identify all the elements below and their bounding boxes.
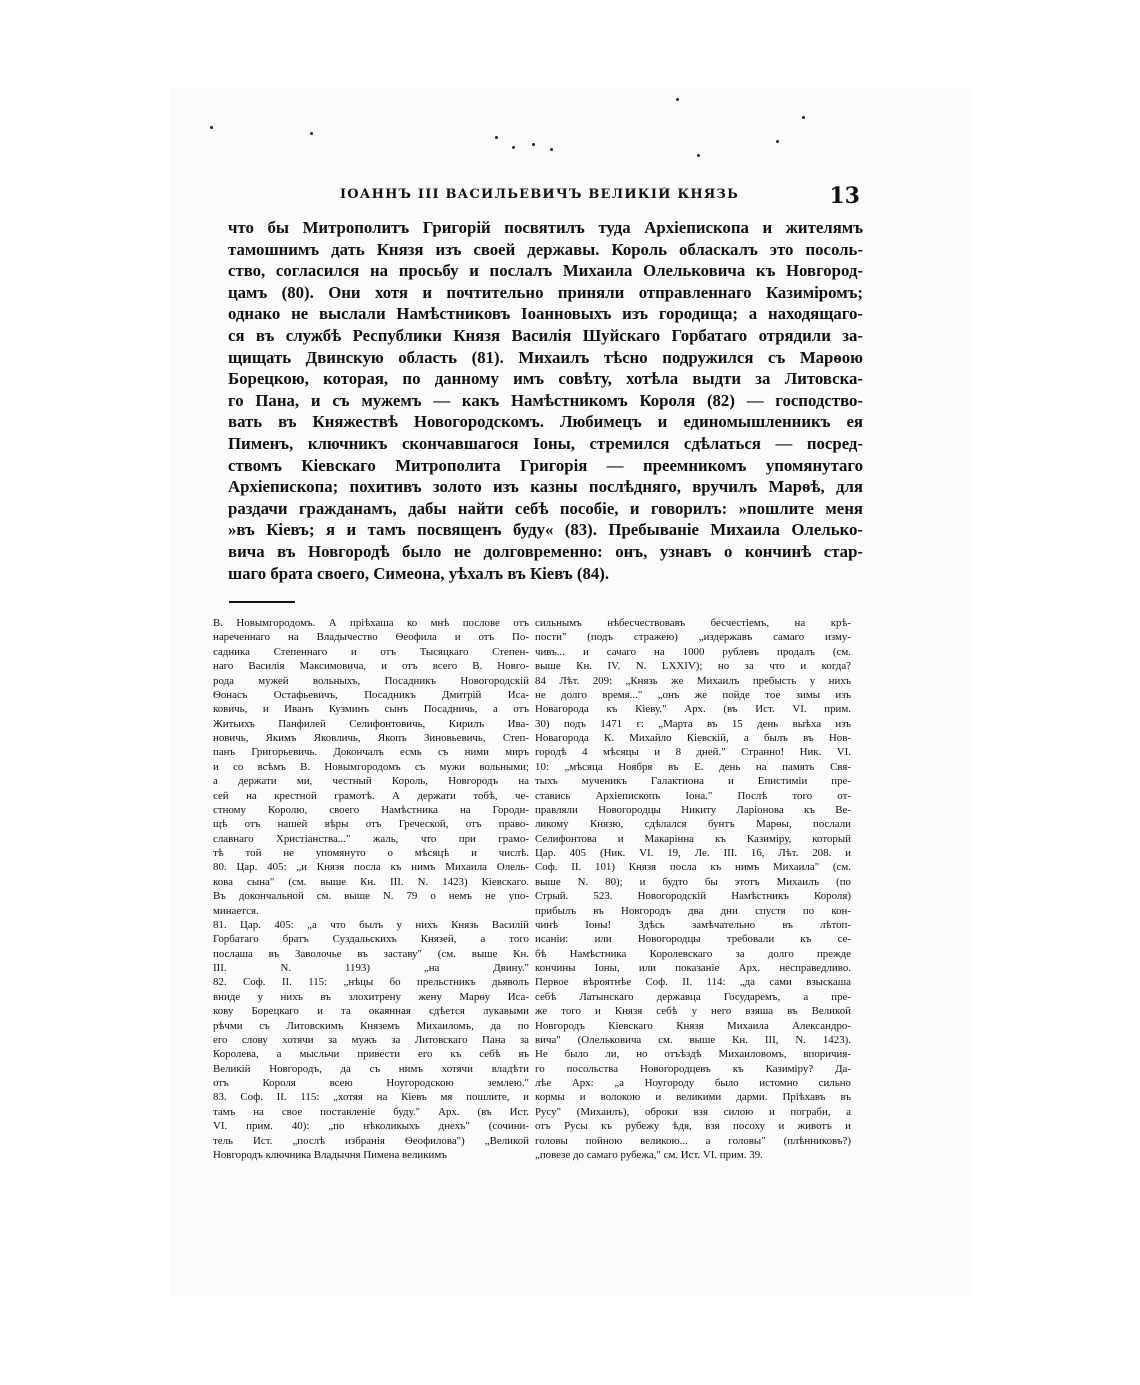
footnote-line: а держати ми, честный Король, Новгородъ на xyxy=(213,775,529,788)
footnote-line: 81. Цар. 405: „а что былъ у нихъ Князь Василій xyxy=(213,918,529,931)
footnote-line: Королева, а мысльчи привести его къ себѣ въ xyxy=(213,1048,529,1061)
footnote-line: 82. Соф. II. 115: „нѣцы бо прельстникъ дьяволъ xyxy=(213,976,529,989)
footnote-line: ликому Князю, сдѣлался бунтъ Марѳы, послали xyxy=(535,818,851,831)
main-text-line: что бы Митрополитъ Григорій посвятилъ туда Архіепископа и жителямъ xyxy=(228,218,863,237)
page-number: 13 xyxy=(829,183,860,209)
footnotes-right-column xyxy=(535,616,851,1162)
main-text-line: цамъ (80). Они хотя и почтительно приняли отправленнаго Казиміромъ; xyxy=(228,282,863,302)
footnote-line: пости" (подъ стражею) „издержавъ самаго изму- xyxy=(535,631,851,644)
footnote-line: 80. Цар. 405: „и Князя посла къ нимъ Михаила Олель- xyxy=(213,861,529,874)
footnote-line: кова сына" (см. выше Кн. III. N. 1423) Кіевскаго. xyxy=(213,875,529,888)
main-text-line: однако не выслали Намѣстниковъ Іоанновыхъ изъ городища; а находящаго- xyxy=(228,304,863,324)
footnote-line: рѣчми съ Литовскимъ Княземъ Михаиломъ, да по xyxy=(213,1019,529,1032)
footnote-line: лѣе Арх: „а Ноугороду было истомно сильно xyxy=(535,1077,851,1089)
footnote-line: III. N. 1193) „на Двину." xyxy=(213,962,529,974)
footnote-line: выше N. 80); и будто бы этотъ Михаилъ (по xyxy=(535,875,851,888)
footnote-line: „повезе до самаго рубежа," см. Ист. VI. прим. 39. xyxy=(535,1148,763,1161)
footnote-line: 84 Лѣт. 209: „Князь же Михаилъ пребысть у нихъ xyxy=(535,674,851,687)
footnote-line: Великій Новгородъ, да съ нимъ хотячи владѣти xyxy=(213,1062,529,1075)
footnote-line: VI. прим. 40): „по нѣколикыхъ днехъ" (сочини- xyxy=(213,1120,529,1133)
footnote-line: вниде у нихъ въ злохитрену жену Марѳу Иса- xyxy=(213,990,529,1003)
main-text-line: Архіепископа; похитивъ золото изъ казны послѣдняго, вручилъ Марѳѣ, для xyxy=(228,477,863,497)
footnote-line: Цар. 405 (Ник. VI. 19, Ле. III. 16, Лѣт. 208. и xyxy=(535,847,851,859)
footnote-line: тамъ на свое поставленіе буду." Арх. (въ Ист. xyxy=(213,1105,529,1118)
footnote-line: ковичь, и Иванъ Кузминъ сынъ Посадничь, а отъ xyxy=(213,703,529,716)
main-text-line: »въ Кіевъ; я и тамъ посвященъ буду« (83). Пребываніе Михаила Олелько- xyxy=(228,520,863,540)
main-text-line: ство, согласился на просьбу и послалъ Михаила Олельковича къ Новгород- xyxy=(228,261,863,281)
footnote-line: Новагорода К. Михайло Кіевскій, а былъ въ Нов- xyxy=(535,732,851,744)
footnote-line: чинѣ Іоны! Здѣсь замѣчательно въ лѣтоп- xyxy=(535,918,851,931)
footnote-line: тыхъ мученикъ Галактиона и Епистиміи пре- xyxy=(535,775,851,788)
footnote-line: выше Кн. IV. N. LXXIV); но за что и когда? xyxy=(535,660,851,673)
footnote-line: ставись Архіепископъ Іона." Послѣ того от- xyxy=(535,789,851,802)
footnote-line: прибылъ въ Новгородъ два дни спустя по кон- xyxy=(535,904,851,917)
footnote-line: отъ Короля всею Ноугородскою землею." xyxy=(213,1077,529,1089)
footnote-line: 30) подъ 1471 г: „Марта въ 15 день выѣха изъ xyxy=(535,717,851,730)
main-text-line: ся въ службѣ Республики Князя Василія Шуйскаго Горбатаго отрядили за- xyxy=(228,325,863,345)
main-text-line: раздачи гражданамъ, дабы найти себѣ пособіе, и говорилъ: »пошлите меня xyxy=(228,498,863,518)
footnote-line: Стрый. 523. Новогородскій Намѣстникъ Короля) xyxy=(535,890,851,903)
footnote-line: Русу" (Михаилъ), оброки взя силою и пограби, а xyxy=(535,1105,851,1118)
footnote-line: и со всѣмъ В. Новымгородомъ съ мужи вольными; xyxy=(213,760,529,773)
footnote-line: исаніи: или Новогородцы требовали къ се- xyxy=(535,933,851,946)
footnote-line: послаша въ Заволочье въ заставу" (см. выше Кн. xyxy=(213,947,529,960)
footnote-line: чивъ... и сачаго на 1000 рублевъ продалъ (см. xyxy=(535,645,851,658)
footnote-line: вича" (Олельковича см. выше Кн. III, N. 1423). xyxy=(535,1033,851,1046)
footnote-line: 83. Соф. II. 115: „хотяя на Кіевъ мя пошлите, и xyxy=(213,1091,529,1104)
footnote-line: отъ Русы къ рубежу ѣдя, взя посоху и животъ и xyxy=(535,1120,851,1133)
footnote-line: сей на крестной грамотѣ. А держати тобѣ, че- xyxy=(213,789,529,802)
footnote-line: Новгородъ ключника Владычня Пимена великимъ xyxy=(213,1148,447,1161)
footnote-line: Житьихъ Панфилей Селифонтовичь, Кирилъ Ива- xyxy=(213,717,529,730)
footnote-line: 10: „мѣсяца Ноября въ Е. день на память Свя- xyxy=(535,760,851,773)
footnote-line: тель Ист. „послѣ избранія Ѳеофилова") „Великой xyxy=(213,1134,529,1147)
main-text-line: го Пана, и съ мужемъ — какъ Намѣстникомъ Короля (82) — господство- xyxy=(228,390,863,410)
main-text-line: шаго брата своего, Симеона, уѣхалъ въ Кіевъ (84). xyxy=(228,563,610,583)
footnote-line: тѣ той не упомянуто о мѣсяцѣ и числѣ. xyxy=(213,847,529,859)
footnote-line: садника Степеннаго и отъ Тысяцкаго Степен- xyxy=(213,645,529,658)
footnote-line: минается. xyxy=(213,904,259,917)
page-header xyxy=(340,183,860,215)
main-text-block xyxy=(228,217,863,584)
footnotes-left-column xyxy=(213,616,529,1162)
footnote-line: Горбатаго братъ Суздальскихъ Князей, а того xyxy=(213,933,529,946)
footnote-line: щѣ отъ нашей вѣры отъ Греческой, отъ право- xyxy=(213,818,529,831)
footnote-line: кончины Іоны, или показаніе Арх. несправедливо. xyxy=(535,962,851,974)
footnote-line: Соф. II. 101) Князя посла къ нимъ Михаила" (см. xyxy=(535,861,851,874)
footnote-line: нареченнаго на Владычество Ѳеофила и отъ По- xyxy=(213,631,529,644)
footnote-line: сильнымъ нѣбесчествовавъ бесчестіемъ, на крѣ- xyxy=(535,617,851,629)
footnote-line: не долго время..." „онъ же пойде тое зимы изъ xyxy=(535,688,851,701)
main-text-line: Пименъ, ключникъ скончавшагося Іоны, стремился сдѣлаться — посред- xyxy=(228,433,863,453)
footnote-line: его слову хотячи за мужъ за Литовскаго Пана за xyxy=(213,1033,529,1046)
main-text-line: ствомъ Кіевскаго Митрополита Григорія — преемникомъ упомянутаго xyxy=(228,455,863,475)
main-text-line: тамошнимъ дать Князя изъ своей державы. Король обласкалъ это посоль- xyxy=(228,239,863,259)
footnote-line: головы пойною великою... а головы" (плѣнниковъ?) xyxy=(535,1134,851,1147)
footnote-line: Первое вѣроятнѣе Соф. II. 114: „да сами взыскаша xyxy=(535,976,851,989)
footnote-line: рода мужей вольныхъ, Посадникъ Новогородскій xyxy=(213,674,529,687)
running-head: ІОАННЪ III ВАСИЛЬЕВИЧЪ ВЕЛИКІЙ КНЯЗЬ xyxy=(340,187,739,202)
footnote-line: Въ докончальной см. выше N. 79 о немъ не упо- xyxy=(213,890,529,903)
footnote-line: Ѳонасъ Остафьевичъ, Посадникъ Дмитрій Иса- xyxy=(213,688,529,701)
footnote-line: го посольства Новогородцевъ къ Казиміру? Да- xyxy=(535,1062,851,1075)
footnote-line: новичь, Якимъ Яковличь, Якопъ Зиновьевичь, Степ- xyxy=(213,732,529,744)
footnote-line: Новгородъ Кіевскаго Князя Михаила Александро- xyxy=(535,1019,851,1032)
footnote-line: городѣ 4 мѣсяцы и 8 дней." Странно! Ник. VI. xyxy=(535,746,851,759)
main-text-line: Борецкою, которая, по данному имъ совѣту, хотѣла выдти за Литовска- xyxy=(228,369,863,389)
footnote-line: славнаго Христіанства..." жаль, что при грамо- xyxy=(213,832,529,845)
footnote-line: правляли Новогородцы Никиту Ларіонова къ Ве- xyxy=(535,803,851,816)
footnote-line: Не было ли, но отъѣздѣ Михаиловомъ, впоричия- xyxy=(535,1048,851,1061)
footnote-line: В. Новымгородомъ. А пріѣхаша ко мнѣ послове отъ xyxy=(213,617,529,629)
footnote-line: кову Борецкаго и та окаянная сдѣется лукавыми xyxy=(213,1005,529,1018)
footnote-line: Селифонтова и Макарінна къ Казиміру, который xyxy=(535,832,851,845)
footnote-line: Новагорода къ Кіеву." Арх. (въ Ист. VI. прим. xyxy=(535,703,851,716)
main-text-line: щищать Двинскую область (81). Михаилъ тѣсно подружился съ Марѳою xyxy=(228,347,863,367)
footnote-separator xyxy=(229,601,295,603)
footnote-line: стному Королю, своего Намѣстника на Городи- xyxy=(213,803,529,816)
footnote-line: наго Василія Максимовича, и отъ всего В. Новго- xyxy=(213,660,529,673)
footnote-line: бѣ Намѣстника Королевскаго за долго прежде xyxy=(535,947,851,960)
footnote-line: кормы и волокою и великими дарми. Пріѣхавъ въ xyxy=(535,1091,851,1104)
main-text-line: вать въ Княжествѣ Новогородскомъ. Любимецъ и единомышленникъ ея xyxy=(228,412,863,432)
footnote-line: же того и Князя себѣ у него взяша въ Великой xyxy=(535,1005,851,1018)
footnote-line: себѣ Латынскаго державца Государемъ, а пре- xyxy=(535,990,851,1003)
main-text-line: вича въ Новгородѣ было не долговременно: онъ, узнавъ о кончинѣ стар- xyxy=(228,541,863,561)
footnote-line: панъ Григорьевичь. Докончалъ есмь съ ними миръ xyxy=(213,746,529,759)
